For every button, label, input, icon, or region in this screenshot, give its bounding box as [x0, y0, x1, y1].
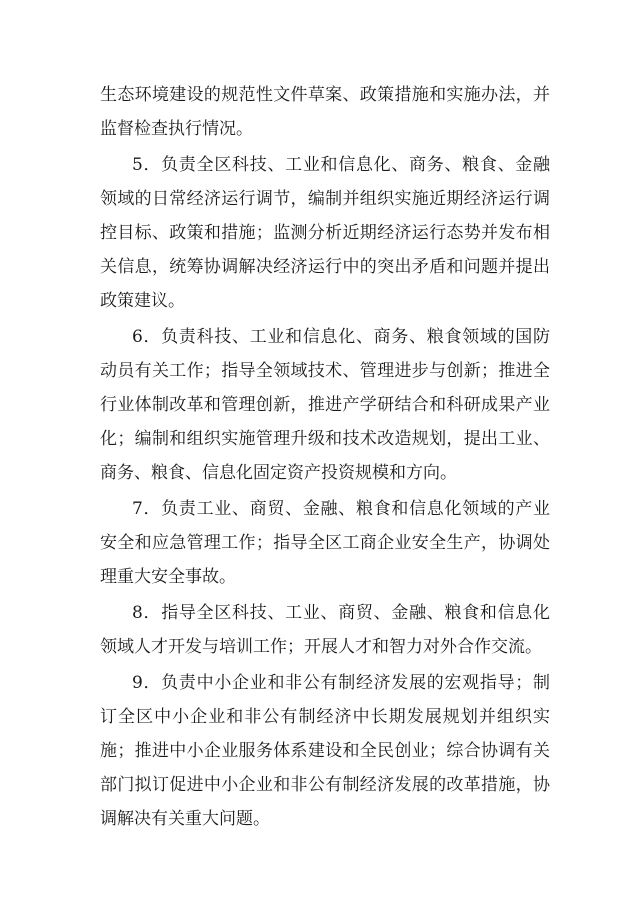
- paragraph-5-line: 5．负责全区科技、工业和信息化、商务、粮食、金融: [132, 155, 550, 175]
- paragraph-9-line: 9．负责中小企业和非公有制经济发展的宏观指导；制: [132, 673, 550, 693]
- text-line: 领域人才开发与培训工作；开展人才和智力对外合作交流。: [100, 637, 542, 657]
- text-line: 理重大安全事故。: [100, 567, 236, 587]
- text-line: 施；推进中小企业服务体系建设和全民创业；综合协调有关: [100, 741, 550, 761]
- text-line: 行业体制改革和管理创新，推进产学研结合和科研成果产业: [100, 395, 550, 415]
- text-line: 安全和应急管理工作；指导全区工商企业安全生产，协调处: [100, 533, 550, 553]
- text-line: 领域的日常经济运行调节，编制并组织实施近期经济运行调: [100, 189, 550, 209]
- text-line: 关信息，统筹协调解决经济运行中的突出矛盾和问题并提出: [100, 257, 550, 277]
- paragraph-8-line: 8．指导全区科技、工业、商贸、金融、粮食和信息化: [132, 603, 550, 623]
- text-line: 订全区中小企业和非公有制经济中长期发展规划并组织实: [100, 707, 550, 727]
- text-line: 商务、粮食、信息化固定资产投资规模和方向。: [100, 463, 457, 483]
- text-line: 政策建议。: [100, 291, 185, 311]
- paragraph-6-line: 6．负责科技、工业和信息化、商务、粮食领域的国防: [132, 327, 550, 347]
- text-line: 调解决有关重大问题。: [100, 809, 270, 829]
- paragraph-7-line: 7．负责工业、商贸、金融、粮食和信息化领域的产业: [132, 499, 550, 519]
- text-line: 监督检查执行情况。: [100, 119, 253, 139]
- text-line: 部门拟订促进中小企业和非公有制经济发展的改革措施，协: [100, 775, 550, 795]
- text-line: 动员有关工作；指导全领域技术、管理进步与创新；推进全: [100, 361, 550, 381]
- text-line: 控目标、政策和措施；监测分析近期经济运行态势并发布相: [100, 223, 550, 243]
- text-line: 化；编制和组织实施管理升级和技术改造规划，提出工业、: [100, 429, 550, 449]
- text-line: 生态环境建设的规范性文件草案、政策措施和实施办法，并: [100, 85, 550, 105]
